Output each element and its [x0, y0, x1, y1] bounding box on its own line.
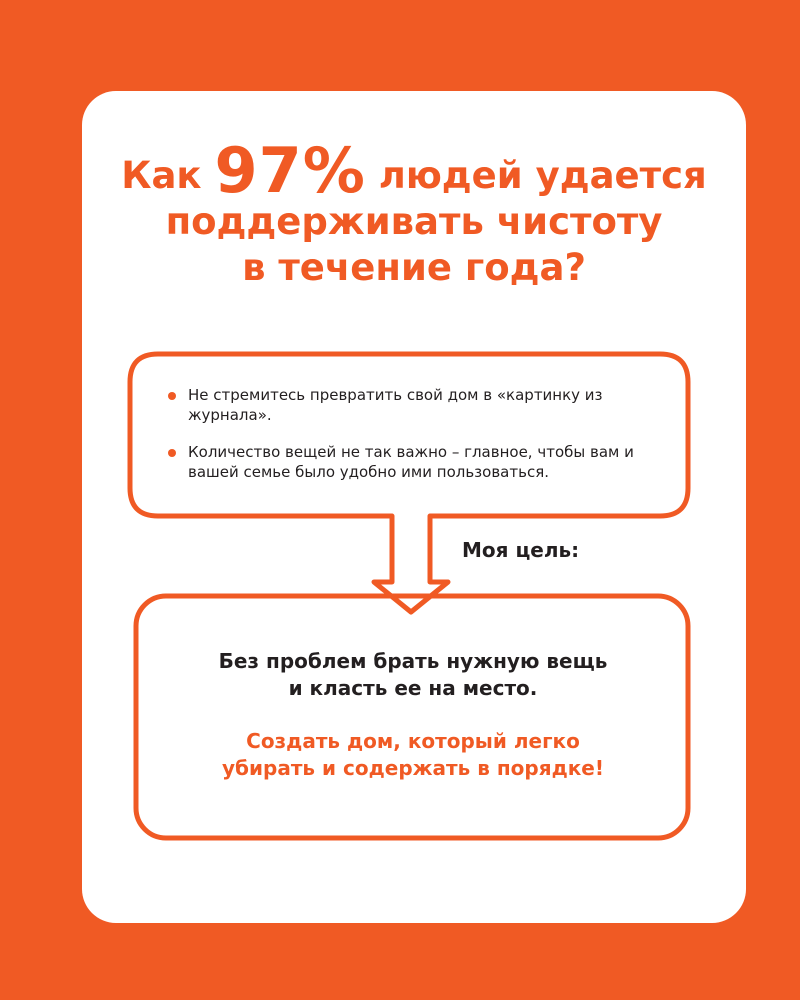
bullet-dot-icon	[168, 392, 176, 400]
title-after: людей удается	[365, 154, 707, 197]
title-before: Как	[121, 154, 215, 197]
tip-item	[168, 385, 678, 425]
goal-highlight	[138, 728, 688, 782]
bullet-dot-icon	[168, 449, 176, 457]
goal-highlight-line-1: Создать дом, который легко	[246, 729, 580, 753]
goal-text-line-2: и класть ее на место.	[288, 676, 538, 700]
tip-text: Не стремитесь превратить свой дом в «картинку из журнала».	[188, 386, 603, 424]
tip-item	[168, 442, 678, 482]
title-line-2: поддерживать чистоту	[165, 200, 663, 243]
tip-text: Количество вещей не так важно – главное, чтобы вам и вашей семье было удобно ими пользоваться.	[188, 443, 634, 481]
goal-text	[138, 648, 688, 702]
goal-box-outline	[136, 596, 688, 838]
goal-label: Моя цель:	[462, 538, 580, 562]
goal-highlight-line-2: убирать и содержать в порядке!	[222, 756, 604, 780]
tips-list	[168, 385, 678, 499]
goal-text-line-1: Без проблем брать нужную вещь	[218, 649, 608, 673]
title-percentage: 97%	[214, 134, 366, 207]
title-line-3: в течение года?	[242, 246, 586, 289]
